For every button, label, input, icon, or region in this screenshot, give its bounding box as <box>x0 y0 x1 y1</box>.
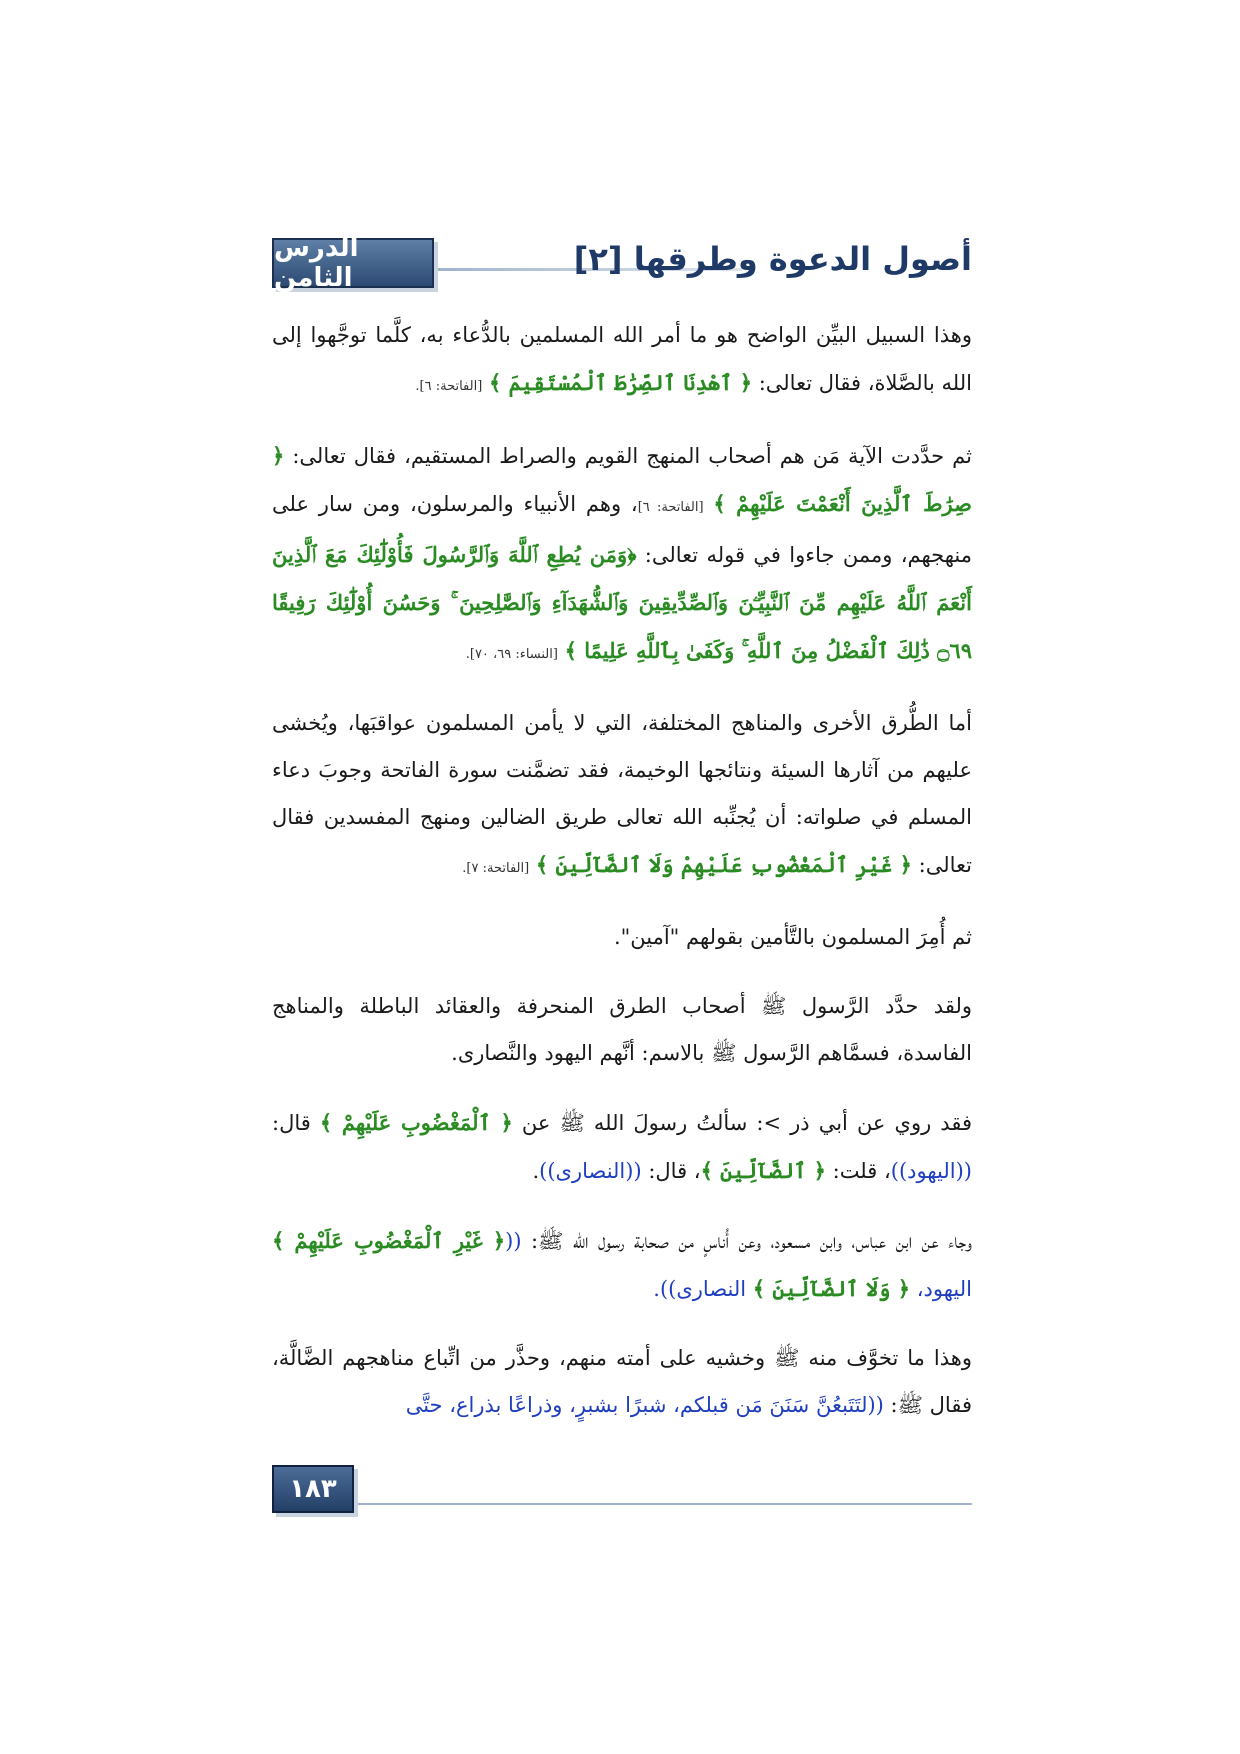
verse-reference: [الفاتحة: ٦]. <box>415 379 483 394</box>
text: ثم أُمِرَ المسلمون بالتَّأمين بقولهم "آمين". <box>613 925 972 949</box>
text: وهذا السبيل البيِّن الواضح هو ما أمر الله المسلمين بالدُّعاء به، كلَّما توجَّهوا إلى الله بالصَّلاة، فقال تعالى: <box>272 323 972 395</box>
verse-reference: [الفاتحة: ٦] <box>637 500 704 515</box>
verse-reference: [الفاتحة: ٧]. <box>462 861 530 876</box>
paragraph-2 <box>272 432 972 678</box>
quran-verse: ﴿ ٱهْدِنَا ٱلصِّرَٰطَ ٱلْمُسْتَقِيمَ ﴾ <box>488 370 753 395</box>
page-header <box>272 233 972 293</box>
quran-verse: ﴿ صِرَٰطَ ٱلَّذِينَ أَنْعَمْتَ عَلَيْهِمْ ﴾ <box>272 443 972 516</box>
text: فقد روي عن أبي ذر >: سألتُ رسولَ الله ﷺ عن <box>512 1111 972 1135</box>
text: ثم حدَّدت الآية مَن هم أصحاب المنهج القويم والصراط المستقيم، فقال تعالى: <box>284 444 972 468</box>
quran-verse: ﴿ ٱلْمَغْضُوبِ عَلَيْهِمْ ﴾ <box>319 1110 513 1135</box>
quran-verse: ﴿ غَيْرِ ٱلْمَغْضُوبِ عَلَيْهِمْ وَلَا ٱلضَّآلِّينَ ﴾ <box>535 852 912 877</box>
text: ، قلت: <box>825 1159 891 1183</box>
paragraph-4 <box>272 914 972 961</box>
hadith-text: النصارى)). <box>653 1277 753 1301</box>
text: ، وهم الأنبياء والمرسلون، ومن سار على منهجهم، وممن جاءوا في قوله تعالى: <box>272 492 972 567</box>
quran-verse: ﴿ وَلَا ٱلضَّآلِّينَ ﴾ <box>752 1276 911 1301</box>
paragraph-7 <box>272 1217 972 1313</box>
hadith-text: ((لتَتَبعُنَّ سَنَنَ مَن قبلكم، شبرًا بشبرٍ، وذراعًا بذراع، حتَّى <box>405 1393 884 1417</box>
page-number-badge <box>272 1465 354 1513</box>
footer-divider <box>352 1503 972 1505</box>
text: ولقد حدَّد الرَّسول ﷺ أصحاب الطرق المنحرفة والعقائد الباطلة والمناهج الفاسدة، فسمَّاهم الرَّسول ﷺ بالاسم: أنَّهم اليهود والنَّصارى. <box>272 994 972 1065</box>
verse-reference: [النساء: ٦٩، ٧٠]. <box>465 647 558 662</box>
hadith-text: اليهود، <box>910 1277 972 1301</box>
quran-verse: ﴿وَمَن يُطِعِ ٱللَّهَ وَٱلرَّسُولَ فَأُوْلَٰٓئِكَ مَعَ ٱلَّذِينَ أَنْعَمَ ٱللَّهُ عَلَيْهِم مِّنَ ٱلنَّبِيِّـۧنَ وَٱلصِّدِّيقِينَ وَٱلشُّهَدَآءِ وَٱلصَّٰلِحِينَ ۚ وَحَسُنَ أُوْلَٰٓئِكَ رَفِيقًا ۝٦٩ ذَٰلِكَ ٱلْفَضْلُ مِنَ ٱللَّهِ ۚ وَكَفَىٰ بِٱللَّهِ عَلِيمًا ﴾ <box>272 542 972 663</box>
paragraph-5 <box>272 983 972 1077</box>
text: ، قال: <box>641 1159 701 1183</box>
page-number: ١٨٣ <box>289 1474 337 1504</box>
paragraph-3 <box>272 700 972 892</box>
text: قال: <box>272 1111 320 1135</box>
quran-verse: ﴿ ٱلضَّآلِّينَ ﴾ <box>700 1158 826 1183</box>
text: وجاء عن ابن عباس، وابن مسعود، وعن أُناسٍ من صحابة رسول الله ﷺ: <box>521 1229 972 1253</box>
page-footer <box>272 1465 972 1515</box>
hadith-text: (( <box>505 1229 522 1253</box>
paragraph-6 <box>272 1099 972 1195</box>
text: . <box>532 1159 540 1183</box>
lesson-badge <box>272 233 434 293</box>
paragraph-1 <box>272 312 972 410</box>
page-body <box>272 312 972 1451</box>
book-title: أصول الدعوة وطرقها [٢] <box>573 240 972 278</box>
paragraph-8 <box>272 1335 972 1429</box>
hadith-text: ((اليهود)) <box>890 1159 972 1183</box>
lesson-label: الدرس الثامن <box>274 233 359 293</box>
quran-verse: ﴿ غَيْرِ ٱلْمَغْضُوبِ عَلَيْهِمْ ﴾ <box>272 1228 506 1253</box>
text: وهذا ما تخوَّف منه ﷺ وخشيه على أمته منهم، وحذَّر من اتِّباع مناهجهم الضَّالَّة، فقال ﷺ: <box>272 1346 972 1417</box>
text: أما الطُّرق الأخرى والمناهج المختلفة، التي لا يأمن المسلمون عواقبَها، ويُخشى عليهم من آثارها السيئة ونتائجها الوخيمة، فقد تضمَّنت سورة الفاتحة وجوبَ دعاء المسلم في صلواته: أن يُجنِّبه الله تعالى طريق الضالين ومنهج المفسدين فقال تعالى: <box>272 711 972 877</box>
hadith-text: ((النصارى)) <box>539 1159 642 1183</box>
